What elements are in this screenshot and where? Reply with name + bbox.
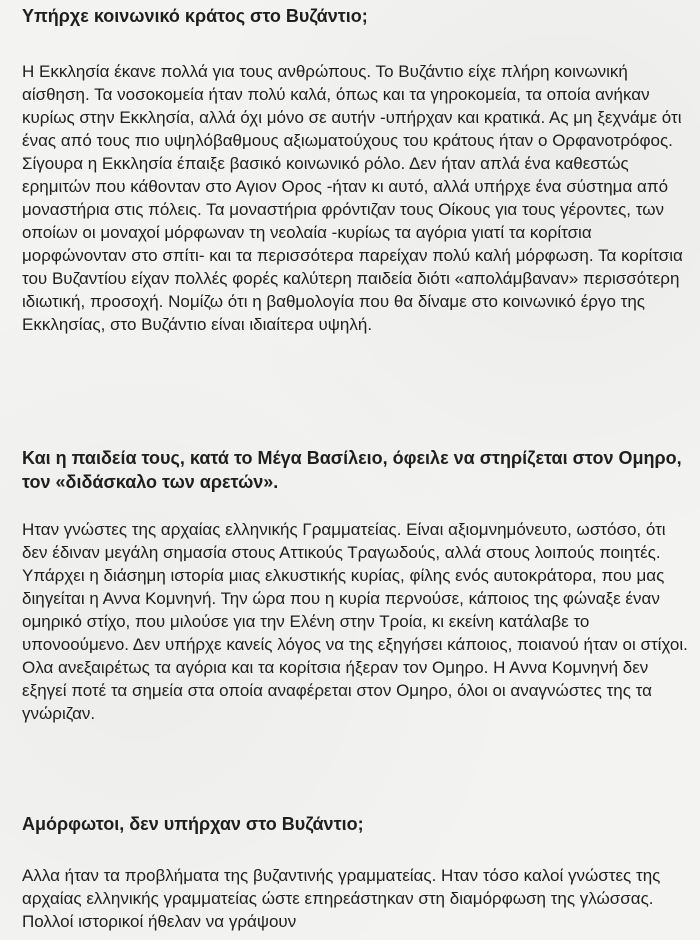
- section-3-heading: Αμόρφωτοι, δεν υπήρχαν στο Βυζάντιο;: [22, 814, 364, 834]
- section-1-paragraph: Η Εκκλησία έκανε πολλά για τους ανθρώπους. Το Βυζάντιο είχε πλήρη κοινωνική αίσθηση. Τα νοσοκομεία ήταν πολύ καλά, όπως και τα γηροκομεία, τα οποία ανήκαν κυρίως στην Εκκλησία, αλλά όχι μόνο σε αυτήν -υπήρχαν και κρατικά. Ας μη ξεχνάμε ότι ένας από τους πιο υψηλόβαθμους αξιωματούχους του κράτους ήταν ο Ορφανοτρόφος. Σίγουρα η Εκκλησία έπαιξε βασικό κοινωνικό ρόλο. Δεν ήταν απλά ένα καθεστώς ερημιτών που κάθονταν στο Αγιον Ορος -ήταν κι αυτό, αλλά υπήρχε ένα σύστημα από μοναστήρια στις πόλεις. Τα μοναστήρια φρόντιζαν τους Οίκους για τους γέροντες, των οποίων οι μοναχοί μόρφωναν τη νεολαία -κυρίως τα αγόρια γιατί τα κορίτσια μορφώνονταν στο σπίτι- και τα περισσότερα παρείχαν πολύ καλή μόρφωση. Τα κορίτσια του Βυζαντίου είχαν πολλές φορές καλύτερη παιδεία διότι «απολάμβαναν» περισσότερη ιδιωτική, προσοχή. Νομίζω ότι η βαθμολογία που θα δίναμε στο κοινωνικό έργο της Εκκλησίας, στο Βυζάντιο είναι ιδιαίτερα υψηλή.: [22, 62, 683, 334]
- section-3-paragraph: Αλλα ήταν τα προβλήματα της βυζαντινής γραμματείας. Ηταν τόσο καλοί γνώστες της αρχαίας ελληνικής γραμματείας ώστε επηρεάστηκαν στη διαμόρφωση της γλώσσας. Πολλοί ιστορικοί ήθελαν να γράψουν: [22, 866, 661, 931]
- section-2-paragraph: Ηταν γνώστες της αρχαίας ελληνικής Γραμματείας. Είναι αξιομνημόνευτο, ωστόσο, ότι δεν έδιναν μεγάλη σημασία στους Αττικούς Τραγωδούς, αλλά στους λοιπούς ποιητές. Υπάρχει η διάσημη ιστορία μιας ελκυστικής κυρίας, φίλης ενός αυτοκράτορα, που μας διηγείται η Αννα Κομνηνή. Την ώρα που η κυρία περνούσε, κάποιος της φώναξε έναν ομηρικό στίχο, που μιλούσε για την Ελένη στην Τροία, κι εκείνη κατάλαβε το υπονοούμενο. Δεν υπήρχε κανείς λόγος να της εξηγήσει κάποιος, ποιανού ήταν οι στίχοι. Ολα ανεξαιρέτως τα αγόρια και τα κορίτσια ήξεραν τον Ομηρο. Η Αννα Κομνηνή δεν εξηγεί ποτέ τα σημεία στα οποία αναφέρεται στον Ομηρο, όλοι οι αναγνώστες της τα γνώριζαν.: [22, 520, 688, 723]
- section-1-heading: Υπήρχε κοινωνικό κράτος στο Βυζάντιο;: [22, 6, 368, 26]
- section-2-heading: Και η παιδεία τους, κατά το Μέγα Βασίλειο, όφειλε να στηρίζεται στον Ομηρο, τον «διδάσκαλο των αρετών».: [22, 448, 682, 492]
